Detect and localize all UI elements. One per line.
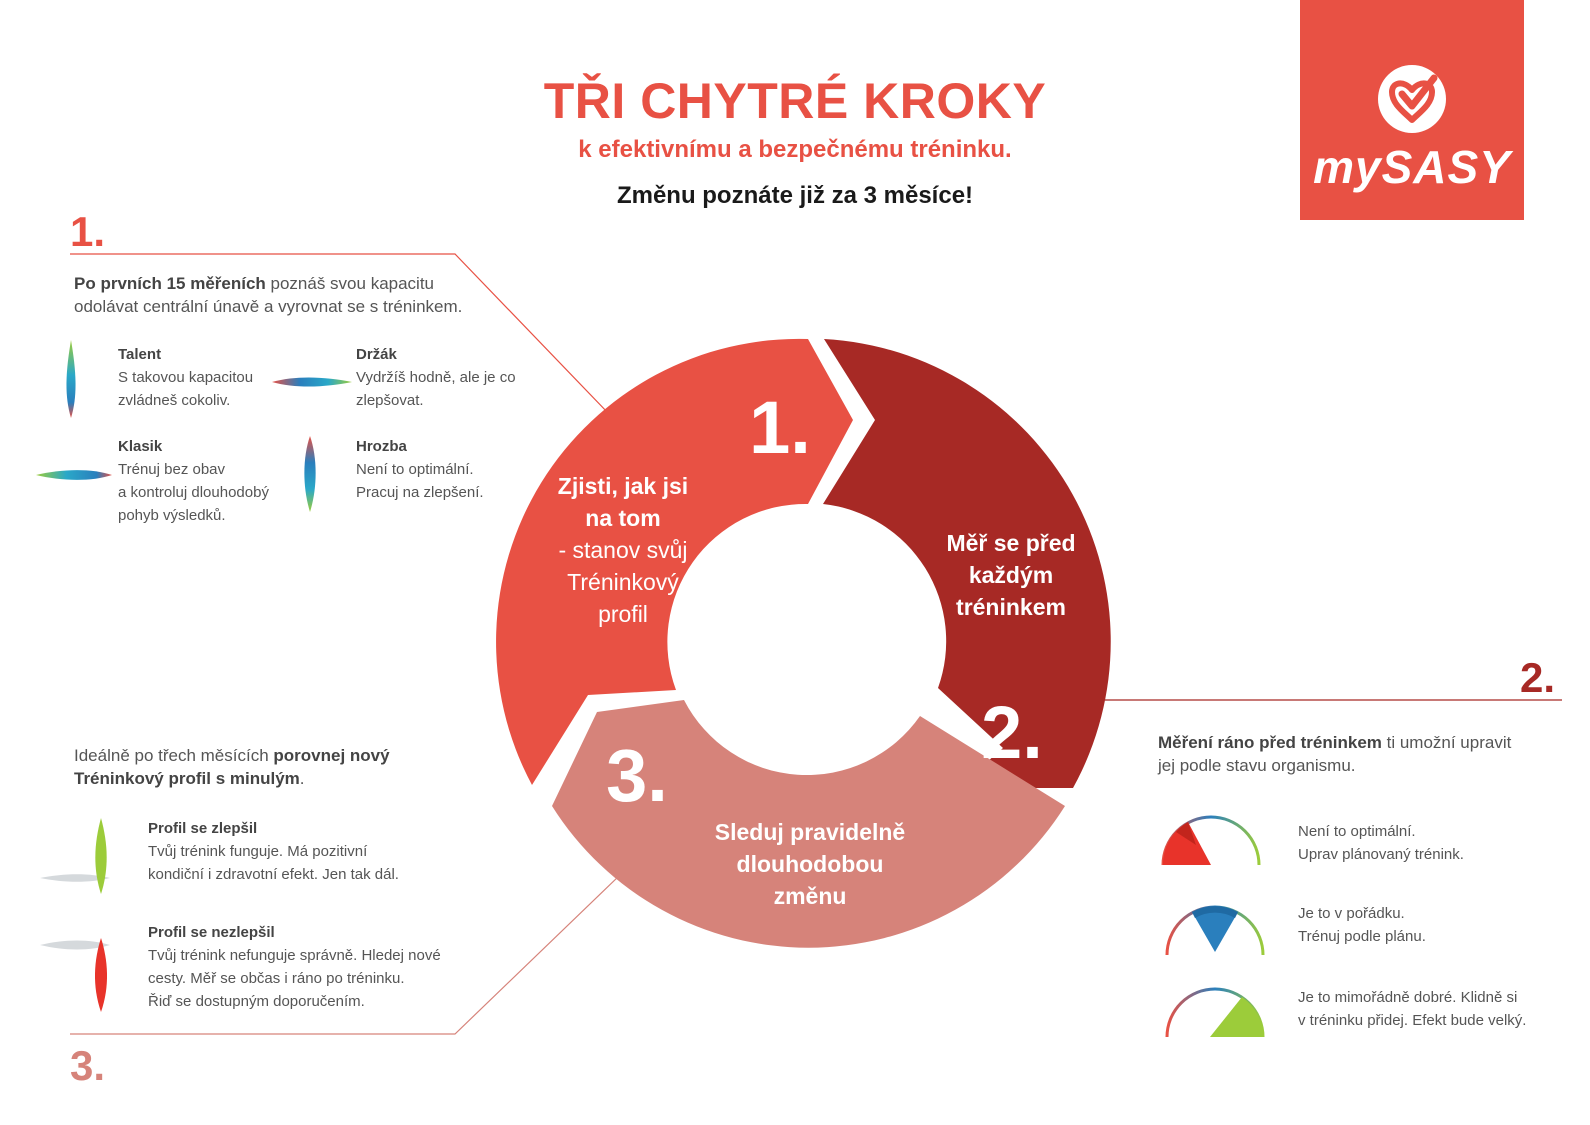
profile-item-drzak: [356, 344, 556, 412]
section-3-intro-end: .: [299, 769, 305, 788]
gauge-blue-icon: [1162, 900, 1268, 960]
gauge-item-line: Je to v pořádku.: [1298, 905, 1405, 922]
compare-item-title: Profil se nezlepšil: [148, 924, 275, 941]
gauge-item-green: [1298, 986, 1583, 1032]
compare-item-line: Tvůj trénink nefunguje správně. Hledej nové: [148, 947, 441, 964]
profile-item-hrozba: [356, 436, 556, 504]
section-1-intro-line2: odolávat centrální únavě a vyrovnat se s tréninkem.: [74, 297, 463, 316]
section-2-intro-bold: Měření ráno před tréninkem: [1158, 733, 1382, 752]
section-1-intro-rest: poznáš svou kapacitu: [265, 274, 435, 293]
profile-item-line: Vydržíš hodně, ale je co: [356, 369, 516, 386]
section-2-intro-line2: jej podle stavu organismu.: [1158, 756, 1356, 775]
section-1-intro-bold: Po prvních 15 měřeních: [74, 274, 266, 293]
compare-item-line: kondiční i zdravotní efekt. Jen tak dál.: [148, 866, 399, 883]
profile-item-line: S takovou kapacitou: [118, 369, 254, 386]
profile-item-klasik: [118, 436, 298, 527]
cycle-step-1-line2: na tom: [585, 505, 661, 531]
page-tagline: Změnu poznáte již za 3 měsíce!: [616, 182, 974, 209]
gauge-item-line: v tréninku přidej. Efekt bude velký.: [1298, 1012, 1527, 1029]
compare-item-line: Tvůj trénink funguje. Má pozitivní: [148, 843, 368, 860]
profile-item-line: zlepšovat.: [356, 392, 424, 409]
section-2-intro: [1158, 731, 1578, 777]
cycle-step-2-line2: každým: [968, 562, 1054, 588]
section-2-intro-rest: ti umožní upravit: [1381, 733, 1512, 752]
compare-item-not-improved: [148, 922, 478, 1013]
talent-needle-icon: [56, 340, 86, 420]
profile-item-line: Pracuj na zlepšení.: [356, 484, 484, 501]
page-subtitle: k efektivnímu a bezpečnému tréninku.: [578, 136, 1012, 163]
profile-item-line: Není to optimální.: [356, 461, 474, 478]
compare-item-improved: [148, 818, 468, 886]
hrozba-needle-icon: [298, 436, 322, 512]
gauge-item-red: [1298, 820, 1578, 866]
section-1-intro: [74, 272, 554, 318]
klasik-needle-icon: [36, 464, 112, 486]
cycle-step-2-number: 2.: [981, 691, 1043, 774]
compare-item-line: cesty. Měř se občas i ráno po tréninku.: [148, 970, 405, 987]
section-3-intro-start: Ideálně po třech měsících: [74, 746, 274, 765]
gauge-red-icon: [1158, 810, 1264, 870]
cycle-segment-2: [823, 339, 1111, 788]
profile-item-line: a kontroluj dlouhodobý: [118, 484, 269, 501]
gauge-item-line: Trénuj podle plánu.: [1298, 928, 1426, 945]
drzak-needle-icon: [272, 370, 352, 394]
cycle-step-2-line1: Měř se před: [946, 530, 1076, 556]
gauge-item-line: Uprav plánovaný trénink.: [1298, 846, 1464, 863]
section-3-intro-bold1: porovnej nový: [273, 746, 390, 765]
profile-improved-icon: [40, 818, 120, 894]
profile-item-title: Držák: [356, 346, 397, 363]
cycle-step-2-line3: tréninkem: [956, 594, 1066, 620]
logo-text: mySASY: [1313, 141, 1511, 193]
compare-item-title: Profil se zlepšil: [148, 820, 258, 837]
profile-item-line: Trénuj bez obav: [118, 461, 226, 478]
section-3-intro: [74, 744, 494, 790]
section-1-number: 1.: [70, 208, 106, 255]
cycle-step-1-number: 1.: [749, 386, 811, 469]
cycle-step-1-line3: - stanov svůj: [558, 537, 688, 563]
cycle-step-1-line5: profil: [598, 601, 648, 627]
section-3-intro-bold2: Tréninkový profil s minulým: [74, 769, 300, 788]
cycle-step-3-number: 3.: [606, 734, 668, 817]
gauge-green-icon: [1162, 982, 1268, 1042]
gauge-item-line: Je to mimořádně dobré. Klidně si: [1298, 989, 1518, 1006]
gauge-item-line: Není to optimální.: [1298, 823, 1416, 840]
profile-item-title: Klasik: [118, 438, 163, 455]
page-title: TŘI CHYTRÉ KROKY: [543, 73, 1047, 129]
profile-item-line: zvládneš cokoliv.: [118, 392, 231, 409]
cycle-step-3-line3: změnu: [773, 883, 847, 909]
profile-item-title: Hrozba: [356, 438, 407, 455]
profile-item-line: pohyb výsledků.: [118, 507, 226, 524]
cycle-step-1-line4: Tréninkový: [567, 569, 679, 595]
section-2-number: 2.: [1520, 654, 1556, 701]
cycle-step-3-line1: Sleduj pravidelně: [714, 819, 906, 845]
compare-item-line: Řiď se dostupným doporučením.: [148, 993, 365, 1010]
profile-not-improved-icon: [40, 930, 120, 1012]
section-3-number: 3.: [70, 1042, 106, 1089]
profile-item-title: Talent: [118, 346, 162, 363]
profile-item-talent: [118, 344, 278, 412]
gauge-item-blue: [1298, 902, 1578, 948]
cycle-step-1-line1: Zjisti, jak jsi: [557, 473, 689, 499]
cycle-step-3-line2: dlouhodobou: [736, 851, 884, 877]
